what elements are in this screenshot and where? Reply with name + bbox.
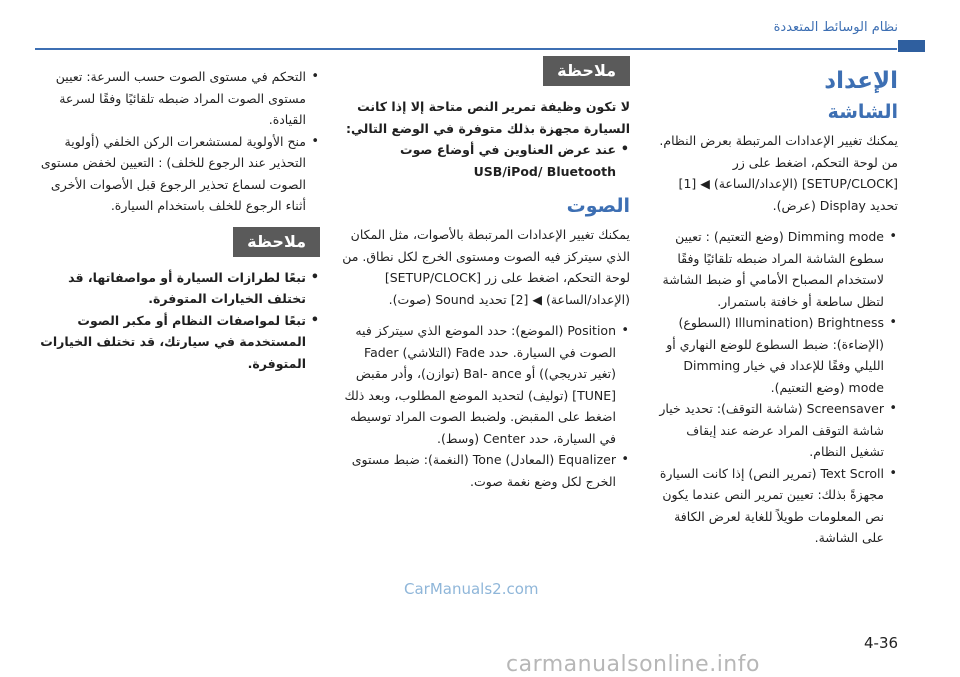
- note-list: [340, 139, 630, 182]
- note-label-box: ملاحظة: [233, 227, 320, 257]
- spacer: [30, 217, 320, 227]
- list-item: • منح الأولوية لمستشعرات الركن الخلفي (أولوية التحذير عند الرجوع للخلف) : التعيين لخفض مستوى الصوت لسماع تحذير الرجوع قبل الأصوات الأخرى أثناء الرجوع للخلف باستخدام السيارة.: [30, 131, 306, 217]
- list-item: • Screensaver (شاشة التوقف): تحديد خيار شاشة التوقف المراد عرضه عند إيقاف تشغيل النظام.: [653, 398, 884, 463]
- subsection-title-sound: الصوت: [566, 195, 630, 217]
- list-item: • Dimming mode (وضع التعتيم) : تعيين سطوع الشاشة المراد ضبطه تلقائيًا وفقًا لاستخدام المصباح الأمامي أو ضبط الشاشة لتظل ساطعة أو خافتة باستمرار.: [653, 226, 884, 312]
- column-right: [653, 56, 898, 549]
- header-tab-block: [898, 40, 925, 52]
- note-intro: لا تكون وظيفة تمرير النص متاحة إلا إذا كانت السيارة مجهزة بذلك متوفرة في الوضع التالي:: [346, 99, 630, 136]
- watermark-small: CarManuals2.com: [404, 580, 539, 598]
- list-item: • Text Scroll (تمرير النص) إذا كانت السيارة مجهزةً بذلك: تعيين تمرير النص عندما يكون نص المعلومات طويلاً للغاية لعرض الكافة على الشاشة.: [653, 463, 884, 549]
- page-number: 4-36: [864, 634, 899, 652]
- subsection-title-display: الشاشة: [827, 101, 898, 123]
- chapter-title: نظام الوسائط المتعددة: [773, 20, 898, 35]
- spacer: [653, 216, 898, 226]
- header-rule: [35, 48, 897, 50]
- sound-options-list-continued: [30, 66, 320, 217]
- column-left: [30, 56, 320, 374]
- list-item: • عند عرض العناوين في أوضاع صوت USB/iPod/ Bluetooth: [340, 139, 616, 182]
- watermark-large: carmanualsonline.info: [506, 652, 760, 677]
- spacer: [340, 182, 630, 192]
- list-item: • Equalizer (المعادل) Tone (النغمة): ضبط مستوى الخرج لكل وضع نغمة صوت.: [340, 449, 616, 492]
- spacer: [30, 56, 320, 66]
- page-header: [0, 0, 960, 52]
- list-item: • Position (الموضع): حدد الموضع الذي سيتركز فيه الصوت في السيارة. حدد Fade (التلاشي) Fader (تغير تدريجي)) أو Bal- ance (توازن)، وأدر مقبض [TUNE] (توليف) لتحديد الموضع المطلوب، وبعد ذلك اضغط على المقبض. ولضبط الصوت المراد توسيطه في السيارة، حدد Center (وسط).: [340, 320, 616, 449]
- display-options-list: [653, 226, 898, 549]
- spacer: [340, 310, 630, 320]
- list-item: • التحكم في مستوى الصوت حسب السرعة: تعيين مستوى الصوت المراد ضبطه تلقائيًا وفقًا لسرعة القيادة.: [30, 66, 306, 131]
- sound-options-list: [340, 320, 630, 492]
- list-item: • تبعًا لمواصفات النظام أو مكبر الصوت المستخدمة في سيارتك، قد تختلف الخيارات المتوفرة.: [30, 310, 306, 375]
- section-title-setup: الإعداد: [824, 68, 898, 94]
- column-middle: [340, 56, 630, 492]
- sound-intro: يمكنك تغيير الإعدادات المرتبطة بالأصوات، مثل المكان الذي سيتركز فيه الصوت ومستوى الخرج لكل نطاق. من لوحة التحكم، اضغط على زر [SETUP/CLOCK] (الإعداد/الساعة) ◀ [2] تحديد Sound (صوت).: [342, 227, 630, 307]
- display-intro: يمكنك تغيير الإعدادات المرتبطة بعرض النظام. من لوحة التحكم، اضغط على زر [SETUP/CLOCK] (الإعداد/الساعة) ◀ [1] تحديد Display (عرض).: [659, 133, 898, 213]
- list-item: • Illumination) Brightness (السطوع) (الإضاءة): ضبط السطوع للوضع النهاري أو الليلي وفقًا للإعداد في خيار Dimming mode (وضع التعتيم).: [653, 312, 884, 398]
- note-label-box: ملاحظة: [543, 56, 630, 86]
- list-item: • تبعًا لطرازات السيارة أو مواصفاتها، قد تختلف الخيارات المتوفرة.: [30, 267, 306, 310]
- note-list: [30, 267, 320, 375]
